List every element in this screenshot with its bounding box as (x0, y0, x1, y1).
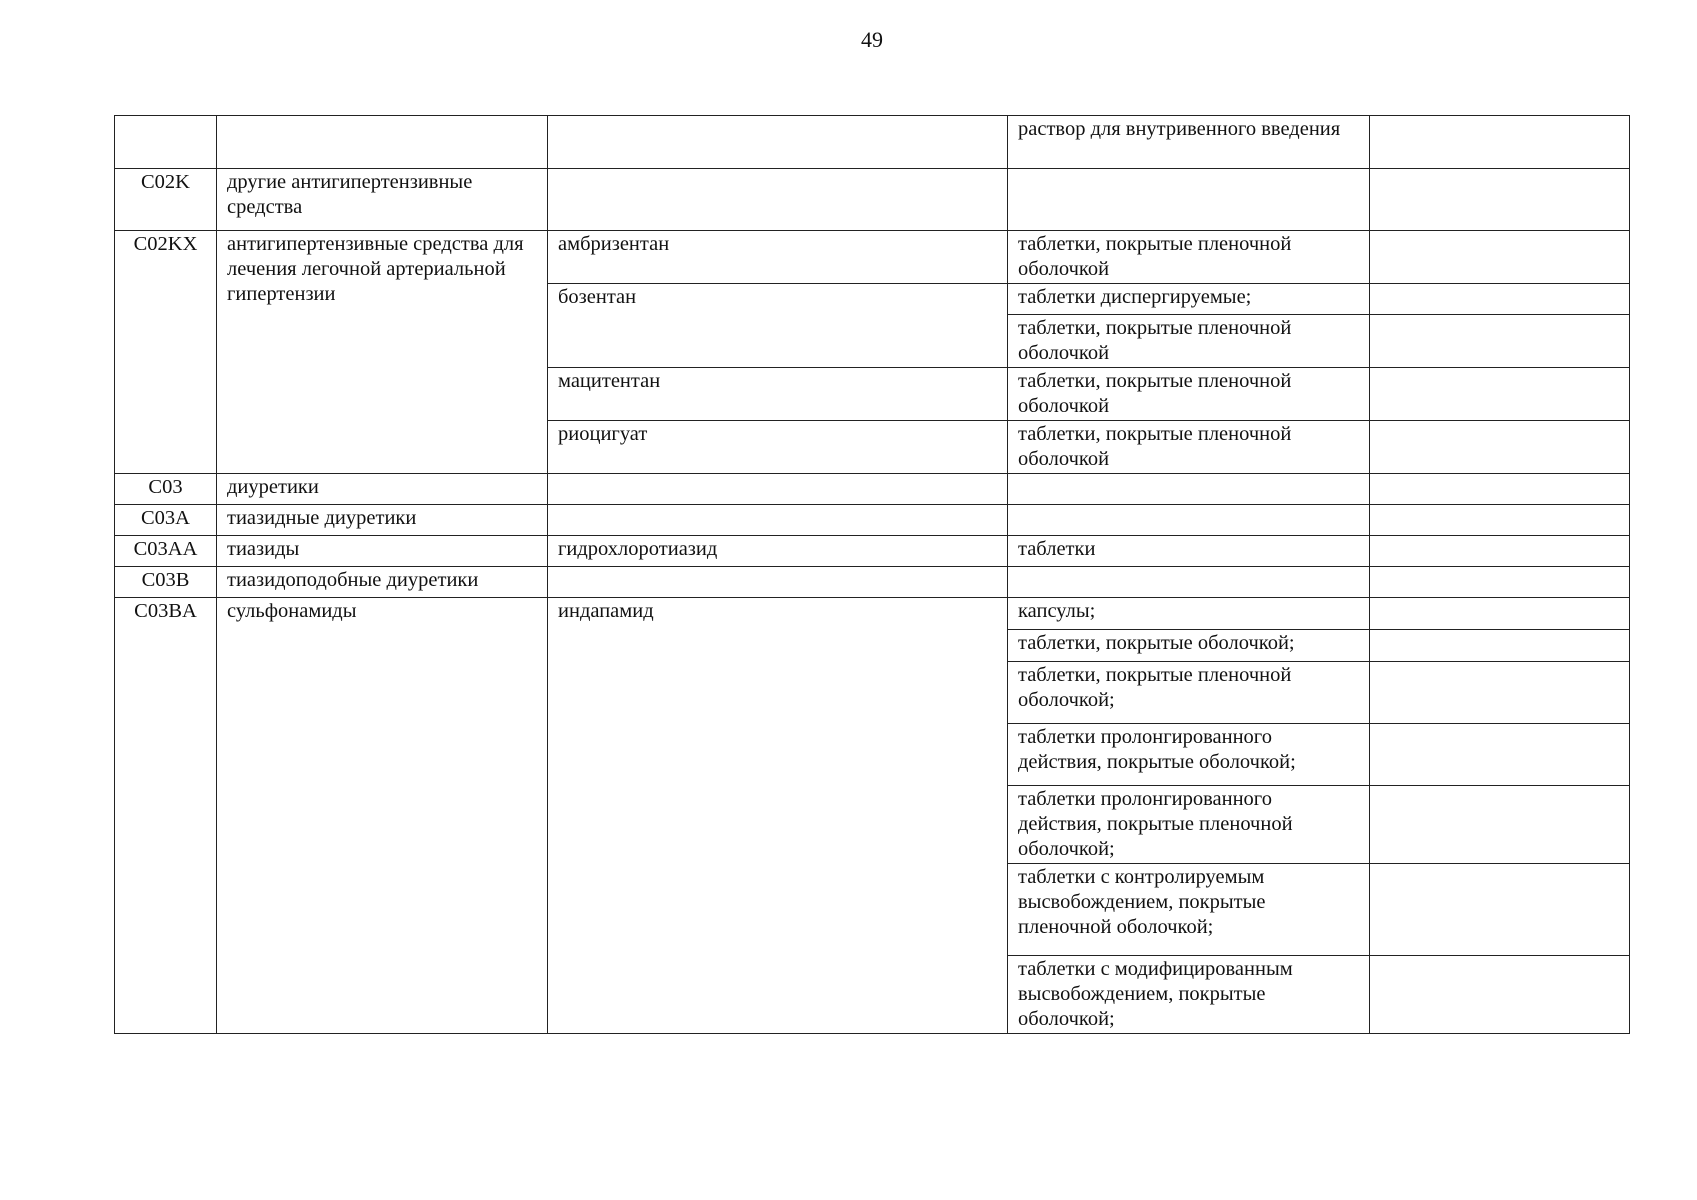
group-name-cell: диуретики (217, 474, 548, 505)
atc-code-cell: C03 (115, 474, 217, 505)
group-name-cell: тиазиды (217, 536, 548, 567)
dosage-form-cell: таблетки диспергируемые; (1008, 284, 1370, 315)
drug-name-cell: мацитентан (548, 368, 1008, 421)
drug-name-cell: гидрохлоротиазид (548, 536, 1008, 567)
dosage-form-cell (1008, 567, 1370, 598)
atc-code-cell: C03AA (115, 536, 217, 567)
dosage-form-cell: таблетки пролонгированного действия, покрытые оболочкой; (1008, 724, 1370, 786)
table-row (115, 169, 1630, 231)
table-row (115, 231, 1630, 284)
drug-name-cell (548, 169, 1008, 231)
empty-cell (1370, 421, 1630, 474)
dosage-form-cell (1008, 169, 1370, 231)
atc-code-cell: C03B (115, 567, 217, 598)
drug-name-cell (548, 567, 1008, 598)
group-name-cell: антигипертензивные средства для лечения легочной артериальной гипертензии (217, 231, 548, 474)
group-name-cell: сульфонамиды (217, 598, 548, 1034)
dosage-form-cell: таблетки, покрытые пленочной оболочкой; (1008, 662, 1370, 724)
atc-code-cell: C03A (115, 505, 217, 536)
drug-name-cell: амбризентан (548, 231, 1008, 284)
empty-cell (1370, 956, 1630, 1034)
dosage-form-cell: таблетки, покрытые оболочкой; (1008, 630, 1370, 662)
atc-code-cell (115, 116, 217, 169)
dosage-form-cell: капсулы; (1008, 598, 1370, 630)
drug-table (114, 115, 1630, 1034)
drug-name-cell (548, 505, 1008, 536)
table-row (115, 598, 1630, 630)
dosage-form-cell: таблетки с модифицированным высвобождением, покрытые оболочкой; (1008, 956, 1370, 1034)
empty-cell (1370, 368, 1630, 421)
group-name-cell: другие антигипертензивные средства (217, 169, 548, 231)
atc-code-cell: C02K (115, 169, 217, 231)
dosage-form-cell: таблетки (1008, 536, 1370, 567)
dosage-form-cell: таблетки, покрытые пленочной оболочкой (1008, 231, 1370, 284)
dosage-form-cell: таблетки, покрытые пленочной оболочкой (1008, 421, 1370, 474)
empty-cell (1370, 864, 1630, 956)
table-row (115, 505, 1630, 536)
atc-code-cell: C02KX (115, 231, 217, 474)
empty-cell (1370, 536, 1630, 567)
dosage-form-cell (1008, 505, 1370, 536)
drug-name-cell: бозентан (548, 284, 1008, 368)
empty-cell (1370, 630, 1630, 662)
empty-cell (1370, 474, 1630, 505)
empty-cell (1370, 169, 1630, 231)
empty-cell (1370, 662, 1630, 724)
page-number: 49 (861, 27, 883, 52)
drug-name-cell (548, 474, 1008, 505)
dosage-form-cell: таблетки, покрытые пленочной оболочкой (1008, 368, 1370, 421)
empty-cell (1370, 786, 1630, 864)
empty-cell (1370, 724, 1630, 786)
dosage-form-cell: таблетки, покрытые пленочной оболочкой (1008, 315, 1370, 368)
empty-cell (1370, 231, 1630, 284)
dosage-form-cell: таблетки с контролируемым высвобождением, покрытые пленочной оболочкой; (1008, 864, 1370, 956)
empty-cell (1370, 567, 1630, 598)
dosage-form-cell: таблетки пролонгированного действия, покрытые пленочной оболочкой; (1008, 786, 1370, 864)
group-name-cell: тиазидные диуретики (217, 505, 548, 536)
empty-cell (1370, 598, 1630, 630)
empty-cell (1370, 505, 1630, 536)
empty-cell (1370, 284, 1630, 315)
dosage-form-cell: раствор для внутривенного введения (1008, 116, 1370, 169)
table-row (115, 474, 1630, 505)
dosage-form-cell (1008, 474, 1370, 505)
atc-code-cell: C03BA (115, 598, 217, 1034)
group-name-cell (217, 116, 548, 169)
drug-name-cell: индапамид (548, 598, 1008, 1034)
drug-name-cell: риоцигуат (548, 421, 1008, 474)
table-row (115, 567, 1630, 598)
table-row (115, 116, 1630, 169)
drug-name-cell (548, 116, 1008, 169)
table-row (115, 536, 1630, 567)
empty-cell (1370, 315, 1630, 368)
group-name-cell: тиазидоподобные диуретики (217, 567, 548, 598)
empty-cell (1370, 116, 1630, 169)
